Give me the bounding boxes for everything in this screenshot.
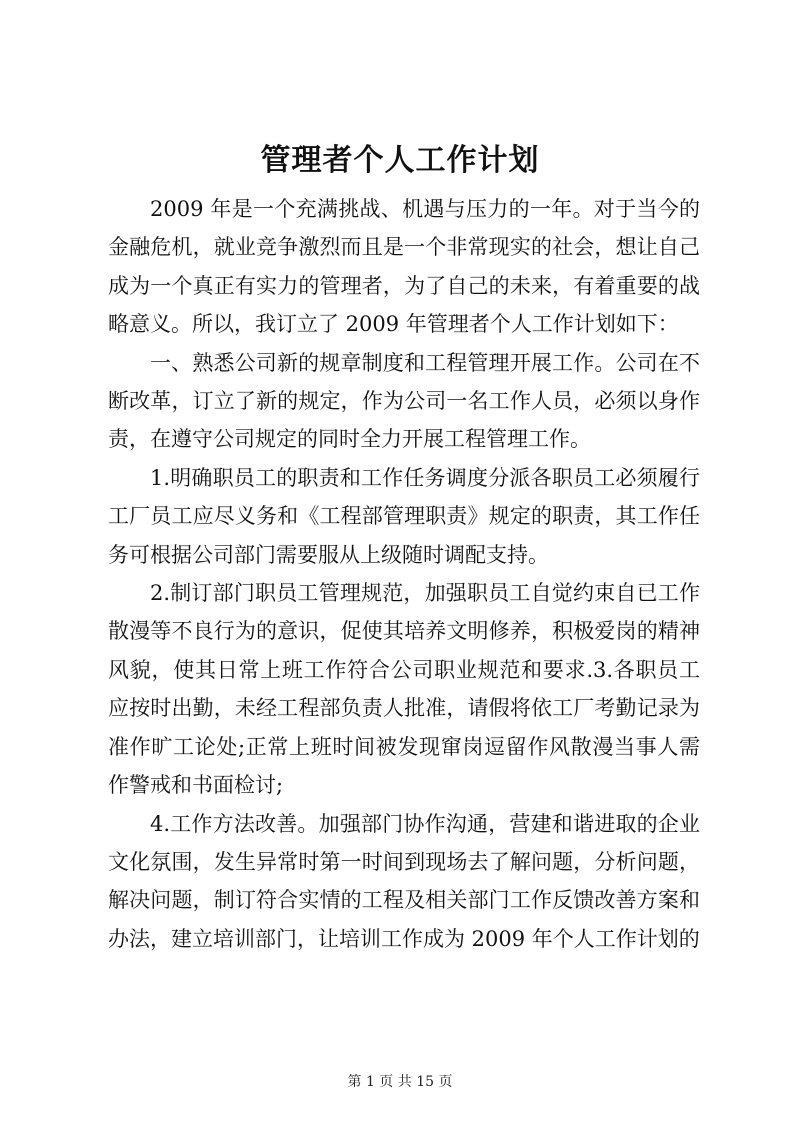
paragraph-item-two: 2.制订部门职员工管理规范，加强职员工自觉约束自已工作散漫等不良行为的意识，促使其培养文明修养，积极爱岗的精神风貌，使其日常上班工作符合公司职业规范和要求.3.各职员工应按时出勤，未经工程部负责人批准，请假将依工厂考勤记录为准作旷工论处;正常上班时间被发现窜岗逗留作风散漫当事人需作警戒和书面检讨;	[108, 581, 700, 798]
document-body	[108, 190, 700, 958]
paragraph-item-four: 4.工作方法改善。加强部门协作沟通，营建和谐进取的企业文化氛围，发生异常时第一时间到现场去了解问题，分析问题，解决问题，制订符合实情的工程及相关部门工作反馈改善方案和办法，建立培训部门，让培训工作成为 2009 年个人工作计划的	[108, 811, 700, 951]
paragraph-item-one: 1.明确职员工的职责和工作任务调度分派各职员工必须履行工厂员工应尽义务和《工程部管理职责》规定的职责，其工作任务可根据公司部门需要服从上级随时调配支持。	[108, 465, 700, 567]
page-footer: 第 1 页 共 15 页	[347, 1074, 453, 1090]
paragraph-intro: 2009 年是一个充满挑战、机遇与压力的一年。对于当今的金融危机，就业竞争激烈而且是一个非常现实的社会，想让自己成为一个真正有实力的管理者，为了自己的未来，有着重要的战略意义。所以，我订立了 2009 年管理者个人工作计划如下：	[108, 197, 700, 337]
document-title: 管理者个人工作计划	[260, 143, 540, 178]
paragraph-section-one: 一、熟悉公司新的规章制度和工程管理开展工作。公司在不断改革，订立了新的规定，作为公司一名工作人员，必须以身作责，在遵守公司规定的同时全力开展工程管理工作。	[108, 350, 700, 452]
